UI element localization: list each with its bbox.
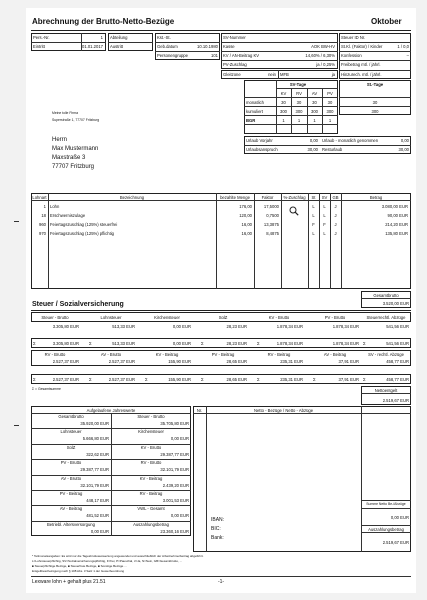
sv-value: 2.527,37 EUR <box>108 359 135 364</box>
recipient-street: Maxstraße 3 <box>52 155 86 161</box>
sv-sum: 2.527,37 EUR <box>52 377 79 382</box>
jahreswerte-value: 5.666,80 EUR <box>82 436 109 442</box>
jahreswerte-label: VWL - Gesamt <box>137 506 165 512</box>
jahreswerte-label: PV - Beitrag <box>59 491 83 496</box>
sum-sign: Σ <box>201 377 204 382</box>
lohn-row-betrag: 90,00 EUR <box>387 213 408 218</box>
netto-abzuege-head: Netto - Bezüge / Netto - Abzüge <box>253 408 314 413</box>
resturlaub-label: Resturlaub <box>322 147 343 152</box>
kasse-value: AOK BW-HV <box>311 44 335 49</box>
lohn-row-st: L <box>312 204 315 209</box>
sum-sign: Σ <box>257 377 260 382</box>
sender-address: Superstraße 1, 77707 Fritzburg <box>52 118 100 122</box>
konfession-label: Konfession <box>341 53 362 58</box>
jahreswerte-label: Steuer - Brutto <box>137 414 165 419</box>
st-tage-monatlich: 30 <box>372 100 378 105</box>
jahreswerte-label: RV - Brutto <box>140 460 162 466</box>
lohn-head-nr: Lohnart <box>32 195 47 200</box>
lohn-row-bez: Feiertagszuschlag (125%) pflichtig <box>50 231 115 236</box>
lohn-row-faktor: 17,5000 <box>263 204 279 209</box>
sv-value: 2.527,37 EUR <box>52 359 79 364</box>
jahreswerte-label: Betriebl. Altersversorgung <box>47 521 95 527</box>
sv-tage-head-av: AV <box>311 91 318 96</box>
lohn-row-gb: J <box>334 231 337 236</box>
urlaub-genommen-value: 0,00 <box>400 138 409 143</box>
jahreswerte-value: 448,17 EUR <box>86 498 109 503</box>
jahreswerte-label: KV - Beitrag <box>139 475 163 481</box>
abteilung-label: Abteilung <box>110 35 128 40</box>
recipient-city: 77707 Fritzburg <box>52 164 95 170</box>
sv-tage-head-pv: PV <box>327 91 333 96</box>
sv-tage-cell: 300 <box>295 109 303 114</box>
eintritt-label: Eintritt <box>33 44 45 49</box>
urlaub-genommen-label: Urlaub - monatlich genommen <box>322 138 379 143</box>
sv-tage-cell: 1 <box>297 118 301 123</box>
lohn-row-gb: J <box>334 213 337 218</box>
jahreswerte-label: KV - Brutto <box>140 444 162 450</box>
sv-tage-cell: 30 <box>281 100 286 105</box>
lohn-row-st: L <box>312 231 315 236</box>
iban-label: IBAN: <box>211 517 225 523</box>
steuer-head: Steuerrechtl. Abzüge <box>366 315 406 320</box>
lohn-row-bez: Lohn <box>50 204 60 209</box>
pers-nr-value: 1 <box>100 35 103 40</box>
gleitzone-value: nein <box>268 72 276 77</box>
sv-sum: 235,31 EUR <box>280 377 303 382</box>
footnote: * Teilmonatsangaben: Es wird nur die Tagesbruttoauswertung angewendet und ausschließlich der Arbeitnehmerbeitrag abgeführt. <box>32 554 204 558</box>
st-tage-kumuliert: 300 <box>371 109 379 114</box>
sv-head: RV - Brutto <box>44 352 66 357</box>
steuer-head: Steuer - Brutto <box>41 315 69 320</box>
gleitzone-label: Gleitzone <box>223 72 241 77</box>
lohn-head-faktor: Faktor <box>261 195 274 200</box>
st-tage-title: St.-Tage <box>366 82 384 87</box>
lohn-row-nr: 960 <box>39 222 46 227</box>
jahreswerte-title: Aufgelaufene Jahreswerte <box>86 408 136 413</box>
jahreswerte-label: Gesamtbrutto <box>58 414 84 419</box>
jahreswerte-value: 32.101,79 EUR <box>80 482 109 488</box>
freibetrag-label: Freibetrag mtl. / jährl. <box>341 62 381 67</box>
sv-tage-cell: 30 <box>296 100 302 105</box>
steuer-value: 3.305,80 EUR <box>52 324 79 329</box>
sv-head: SV - rechtl. Abzüge <box>368 352 404 357</box>
jahreswerte-label: Lohnsteuer <box>60 429 82 435</box>
sv-tage-cell: 30 <box>312 100 317 105</box>
jahreswerte-value: 322,62 EUR <box>86 451 109 457</box>
lohn-row-gb: J <box>334 222 337 227</box>
sv-sum: 155,90 EUR <box>168 377 191 382</box>
sv-tage-row-label: BGR <box>246 118 256 123</box>
sv-tage-cell: 300 <box>326 109 334 114</box>
steuer-head: SolZ <box>218 315 228 320</box>
sv-head: PV - Beitrag <box>211 352 235 357</box>
kasse-label: Kasse <box>223 44 235 49</box>
lohn-row-menge: 120,00 <box>239 213 252 218</box>
jahreswerte-label: Kirchensteuer <box>138 429 164 435</box>
lohn-row-sv: L <box>323 213 326 218</box>
sv-tage-cell: 300 <box>280 109 287 114</box>
mfb-label: MFB <box>280 72 289 77</box>
recipient-salutation: Herrn <box>52 137 68 143</box>
kv-beitrag-value: 14,60% / 6,30% <box>305 53 335 58</box>
footer-page-number: -1- <box>217 579 225 585</box>
lohn-row-faktor: 8,4875 <box>266 231 279 236</box>
urlaub-vorjahr-label: Urlaub Vorjahr <box>246 138 273 143</box>
lohn-head-betrag: Betrag <box>369 195 383 200</box>
sv-tage-cell: 1 <box>328 118 332 123</box>
auszahlung-value: 2.519,67 EUR <box>382 540 409 545</box>
lohn-head-sv: SV <box>321 195 328 200</box>
lohn-head-gb: GB <box>332 195 339 200</box>
gebdatum-value: 10.10.1980 <box>197 44 218 49</box>
magnifier-icon[interactable] <box>289 203 299 213</box>
sv-tage-cell: 30 <box>327 100 333 105</box>
sv-value: 28,65 EUR <box>226 359 247 364</box>
austritt-label: Austritt <box>110 44 124 49</box>
lohn-head-zuschlag: %-Zuschlag <box>283 195 306 200</box>
sv-sum: 37,91 EUR <box>338 377 359 382</box>
sv-head: RV - Beitrag <box>267 352 291 357</box>
sum-sign: Σ <box>363 377 366 382</box>
urlaub-vorjahr-value: 0,00 <box>309 138 318 143</box>
sv-tage-head-rv: RV <box>296 91 302 96</box>
sv-sum: 458,77 EUR <box>386 377 409 382</box>
lohn-row-menge: 176,00 <box>239 204 252 209</box>
sum-sign: Σ <box>145 377 148 382</box>
lohn-row-faktor: 0,7500 <box>266 213 279 218</box>
jahreswerte-label: AV - Beitrag <box>59 506 83 512</box>
footnote: L=Lohnsteuerpflichtig, SV=Sozialversicherungspflichtig, F=frei, P=Pauschal, J=Ja, N=Nein, GB=Gesamtbrutto, ... <box>32 559 183 563</box>
lohn-head-st: St <box>311 195 316 200</box>
steuer-sum: 1.878,34 EUR <box>332 341 359 346</box>
jahreswerte-label: RV - Beitrag <box>139 491 163 496</box>
pers-nr-label: Pers.-Nr. <box>33 35 50 40</box>
jahreswerte-label: AV - Brutto <box>60 475 82 481</box>
jahreswerte-value: 3.001,53 EUR <box>162 498 189 503</box>
sv-value: 155,90 EUR <box>168 359 191 364</box>
lohn-row-menge: 16,00 <box>241 222 252 227</box>
jahreswerte-value: 35.920,00 EUR <box>80 421 109 426</box>
steuer-sv-title: Steuer / Sozialversicherung <box>32 301 124 308</box>
steuer-value: 513,33 EUR <box>112 324 135 329</box>
pv-zuschlag-label: PV-Zuschlag <box>223 62 247 67</box>
lohn-row-nr: 18 <box>41 213 46 218</box>
sum-sign: Σ <box>257 341 260 346</box>
jahreswerte-value: 0,00 EUR <box>170 436 189 442</box>
sum-sign: Σ <box>89 341 92 346</box>
jahreswerte-value: 0,00 EUR <box>170 513 189 519</box>
summe-netto-value: 0,00 EUR <box>390 515 409 520</box>
eintritt-value: 01.01.2017 <box>82 44 103 49</box>
lohn-head-bezeichnung: Bezeichnung <box>119 195 145 200</box>
sv-tage-title: SV-Tage <box>289 82 307 87</box>
lohn-row-bez: Feiertagszuschlag (125%) steuerfrei <box>50 222 118 227</box>
urlaubsanspruch-label: Urlaubsanspruch <box>246 147 278 152</box>
sv-tage-row-label: monatlich <box>246 100 264 105</box>
recipient-name: Max Mustermann <box>52 146 99 152</box>
jahreswerte-value: 23.360,16 EUR <box>160 528 189 534</box>
steuer-sum: 28,23 EUR <box>226 341 247 346</box>
jahreswerte-label: PV - Brutto <box>60 460 82 466</box>
lohn-row-nr: 1 <box>43 204 46 209</box>
sv-head: AV - Beitrag <box>323 352 347 357</box>
sv-value: 458,77 EUR <box>386 359 409 364</box>
sum-sign: Σ <box>201 341 204 346</box>
lohn-row-st: F <box>312 222 315 227</box>
sv-nummer-label: SV-Nummer <box>223 35 246 40</box>
footnote: Entgeltbescheinigung nach § 108 Abs. 3 Satz 1 der Gewerbeordnung <box>32 569 125 573</box>
sv-head: AV - Brutto <box>100 352 122 357</box>
sum-sign: Σ <box>363 341 366 346</box>
steuer-sum: 1.878,34 EUR <box>276 341 303 346</box>
steuer-head: PV - Brutto <box>324 315 346 320</box>
jahreswerte-value: 29.387,77 EUR <box>80 467 109 473</box>
lohn-head-menge: bezahlte Menge <box>220 195 250 200</box>
footer-software: Lexware lohn + gehalt plus 21.51 <box>32 579 106 585</box>
month-label: Oktober <box>371 17 402 26</box>
sv-tage-cell: 1 <box>313 118 316 123</box>
steuer-head: Lohnsteuer <box>100 315 122 320</box>
fold-mark <box>14 221 19 222</box>
hinzurechnung-label: Hinzurech. mtl. / jährl. <box>341 72 382 77</box>
lohn-row-betrag: 214,20 EUR <box>385 222 408 227</box>
sv-tage-cell: 1 <box>282 118 285 123</box>
konfession-value: – <box>406 53 409 58</box>
bank-label: Bank: <box>211 535 224 541</box>
sv-value: 235,31 EUR <box>280 359 303 364</box>
mfb-value: ja <box>331 72 335 77</box>
lohn-row-nr: 970 <box>39 231 46 236</box>
steuer-sum: 541,56 EUR <box>386 341 409 346</box>
auszahlung-label: Auszahlungsbetrag <box>368 527 404 532</box>
resturlaub-value: 30,00 <box>398 147 409 152</box>
lohn-row-sv: L <box>323 231 326 236</box>
gesamtbrutto-value: 3.520,00 EUR <box>382 301 409 306</box>
jahreswerte-value: 481,52 EUR <box>86 513 109 519</box>
steuer-value: 28,23 EUR <box>226 324 247 329</box>
jahreswerte-value: 32.101,79 EUR <box>160 467 189 473</box>
steuer-sum: 0,00 EUR <box>172 341 191 346</box>
lohn-row-betrag: 3.080,00 EUR <box>381 204 408 209</box>
steuer-sum: 513,33 EUR <box>112 341 135 346</box>
sv-tage-cell: 300 <box>311 109 318 114</box>
sum-note: Σ = Gesamtsumme <box>32 387 61 391</box>
lohn-row-sv: F <box>323 222 326 227</box>
jahreswerte-value: 29.387,77 EUR <box>160 451 189 457</box>
pv-zuschlag-value: ja / 0,25% <box>316 62 335 67</box>
bic-label: BIC: <box>211 526 221 532</box>
sv-tage-head-kv: KV <box>280 91 287 96</box>
lohn-row-sv: L <box>323 204 326 209</box>
steuer-value: 541,56 EUR <box>386 324 409 329</box>
sum-sign: Σ <box>33 341 36 346</box>
steuer-value: 0,00 EUR <box>172 324 191 329</box>
title-divider <box>31 30 411 31</box>
nettoentgelt-label: Nettoentgelt <box>374 388 398 393</box>
sv-tage-row-label: kumuliert <box>246 109 263 114</box>
steuer-id-label: Steuer ID Nr. <box>341 35 366 40</box>
steuer-head: KV - Brutto <box>268 315 290 320</box>
sv-sum: 28,65 EUR <box>226 377 247 382</box>
netto-nr-head: Nr. <box>196 408 203 413</box>
sv-head: KV - Beitrag <box>155 352 179 357</box>
sv-sum: 2.527,37 EUR <box>108 377 135 382</box>
sum-sign: Σ <box>33 377 36 382</box>
stkl-label: St.Kl. (Faktor) / Kinder <box>341 44 383 49</box>
page-title: Abrechnung der Brutto-Netto-Bezüge <box>32 17 175 26</box>
lohn-row-gb: J <box>334 204 337 209</box>
personengruppe-label: Personengruppe <box>157 53 188 58</box>
jahreswerte-value: 35.705,80 EUR <box>160 421 189 426</box>
kst-label: Kst.-St. <box>157 35 171 40</box>
urlaubsanspruch-value: 30,00 <box>307 147 318 152</box>
jahreswerte-value: 2.439,20 EUR <box>162 482 189 488</box>
payslip-page <box>26 8 416 593</box>
lohn-row-faktor: 13,3875 <box>263 222 279 227</box>
footnote: ■ Steuerpflichtige Bezüge, ■ Steuerfreie Bezüge, ■ Sonstige Bezüge ... <box>32 564 127 568</box>
steuer-value: 1.878,34 EUR <box>332 324 359 329</box>
lohn-row-menge: 16,00 <box>241 231 252 236</box>
sum-sign: Σ <box>89 377 92 382</box>
kv-beitrag-label: KV / AN-Beitrag KV <box>223 53 260 58</box>
steuer-head: Kirchensteuer <box>154 315 180 320</box>
jahreswerte-value: 0,00 EUR <box>90 528 109 534</box>
gebdatum-label: Geb.datum <box>157 44 178 49</box>
steuer-sum: 3.305,80 EUR <box>52 341 79 346</box>
steuer-value: 1.878,34 EUR <box>276 324 303 329</box>
personengruppe-value: 101 <box>211 53 218 58</box>
stkl-value: 1 / 0,0 <box>397 44 409 49</box>
jahreswerte-label: Auszahlungsbetrag <box>133 521 169 527</box>
gesamtbrutto-label: Gesamtbrutto <box>373 293 399 298</box>
summe-netto-label: Summe Netto Be-/Abzüge <box>366 502 406 506</box>
lohn-row-st: L <box>312 213 315 218</box>
sv-value: 37,91 EUR <box>338 359 359 364</box>
nettoentgelt-value: 2.519,67 EUR <box>382 398 409 403</box>
sum-sign: Σ <box>313 377 316 382</box>
lohn-row-bez: Erschwerniszulage <box>50 213 86 218</box>
lohn-row-betrag: 135,80 EUR <box>385 231 408 236</box>
fold-mark <box>14 425 19 426</box>
sender-name: Meine tolle Firma <box>52 111 79 115</box>
jahreswerte-label: SolZ <box>66 444 76 450</box>
